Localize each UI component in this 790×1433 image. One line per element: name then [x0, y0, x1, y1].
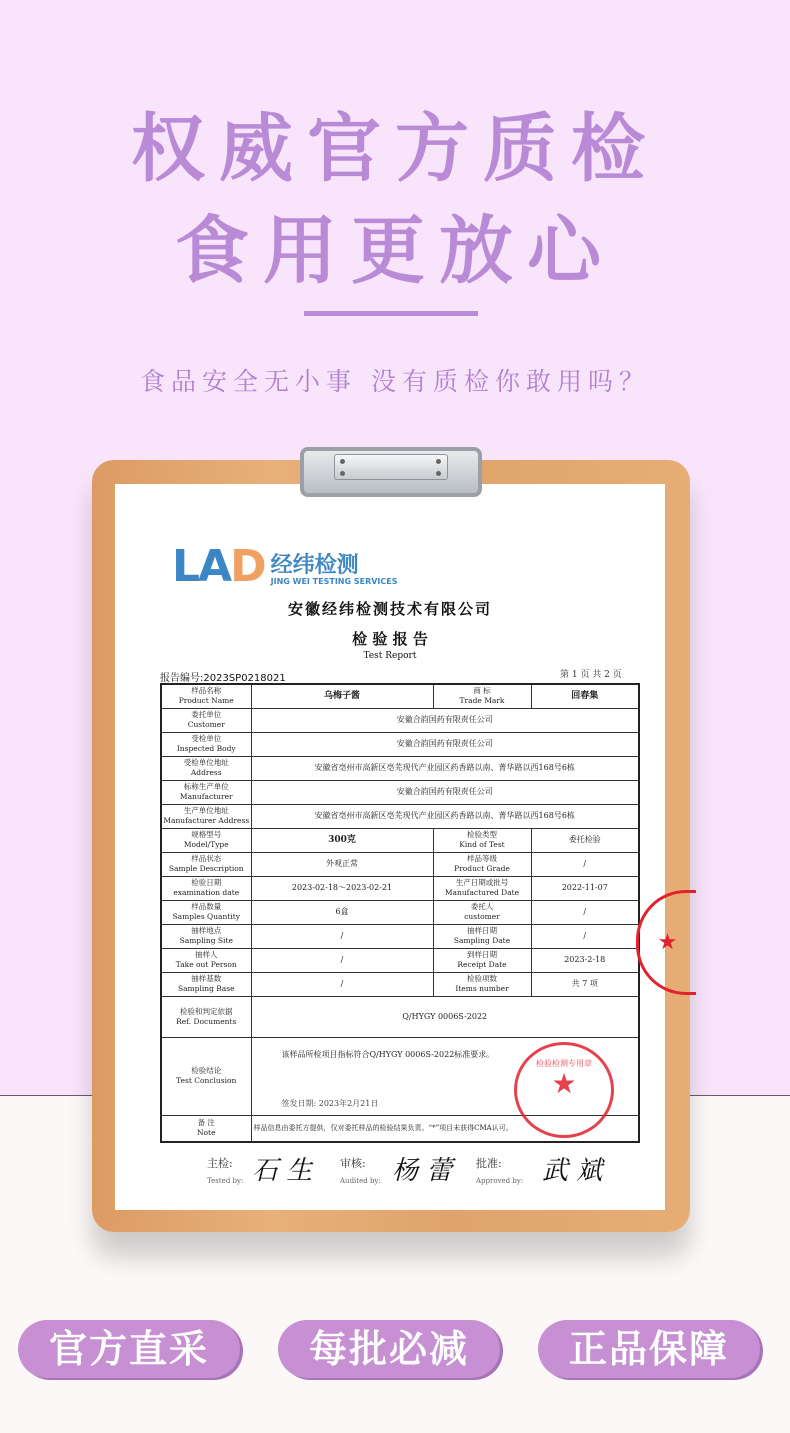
audited-by-signature: 杨 蕾 [392, 1156, 453, 1186]
table-cell: 共 7 项 [531, 972, 639, 996]
cell-text: 受检单位 [191, 734, 222, 743]
cell-text: Product Grade [454, 864, 510, 873]
cell-text: Manufacturer Address [163, 816, 250, 825]
table-cell [433, 948, 531, 972]
table-row [161, 780, 639, 804]
cell-text: Samples Quantity [172, 912, 241, 921]
cell-text: Customer [187, 720, 225, 729]
cell-text: 检验和判定依据 [180, 1006, 233, 1016]
table-cell: 安徽省亳州市高新区亳芜现代产业园区药香路以南、菁华路以西168号6栋 [251, 804, 639, 828]
official-stamp [514, 1042, 614, 1138]
table-cell: 安徽合韵国药有限责任公司 [251, 732, 639, 756]
table-cell [161, 876, 251, 900]
company-name: 安徽经纬检测技术有限公司 [287, 600, 492, 618]
cell-text: 检验日期 [191, 878, 222, 887]
cell-text: Take out Person [175, 960, 237, 969]
table-cell [161, 996, 251, 1037]
cell-text: 检验结论 [191, 1066, 222, 1075]
sign-date: 签发日期: 2023年2月21日 [281, 1098, 379, 1108]
audited-by: 审核: Audited by: [340, 1157, 381, 1185]
cell-text: Product Name [178, 696, 234, 706]
star-icon: ★ [551, 1066, 577, 1100]
table-cell [161, 804, 251, 828]
table-cell: 回春集 [531, 684, 639, 708]
table-cell [433, 828, 531, 852]
badge-official-direct: 官方直采 [18, 1320, 240, 1378]
cell-text: Sample Description [168, 864, 244, 873]
table-cell: / [531, 900, 639, 924]
cell-text: customer [464, 912, 500, 921]
cell-text: Test Conclusion [176, 1076, 237, 1085]
table-cell [161, 708, 251, 732]
headline-line1: 权威官方质检 [131, 106, 659, 192]
cell-text: 样品数量 [191, 902, 222, 911]
approved-by-signature: 武 斌 [542, 1156, 603, 1186]
table-row [161, 1037, 639, 1115]
cell-text: 备 注 [197, 1118, 215, 1128]
table-cell [161, 828, 251, 852]
table-cell [433, 924, 531, 948]
cell-text: 生产单位地址 [183, 806, 229, 815]
table-row [161, 948, 639, 972]
table-cell [161, 684, 251, 708]
table-row [161, 876, 639, 900]
logo-en: JING WEI TESTING SERVICES [270, 577, 398, 586]
cell-text: Model/Type [183, 840, 229, 849]
table-cell: 样品信息由委托方提供，仅对委托样品的检验结果负责。“*”项目未获得CMA认可。 [251, 1115, 639, 1142]
cell-text: Ref. Documents [176, 1016, 237, 1026]
table-row [161, 924, 639, 948]
table-cell [161, 780, 251, 804]
cell-text: 商 标 [473, 686, 491, 696]
cell-text: Items number [455, 984, 509, 993]
report-title-en: Test Report [363, 651, 417, 661]
table-cell: 2022-11-07 [531, 876, 639, 900]
cell-text: 抽样人 [195, 950, 218, 959]
table-cell: 外观正常 [251, 852, 433, 876]
page-number: 第 1 页 共 2 页 [560, 670, 622, 680]
table-cell: Q/HYGY 0006S-2022 [251, 996, 639, 1037]
cell-text: Manufacturer [179, 792, 233, 801]
cell-text: Sampling Site [179, 936, 233, 945]
cell-text: Kind of Test [459, 840, 505, 849]
table-cell [433, 876, 531, 900]
table-row [161, 804, 639, 828]
table-cell [161, 852, 251, 876]
table-cell: 安徽合韵国药有限责任公司 [251, 708, 639, 732]
cell-text: 抽样地点 [191, 926, 222, 935]
table-cell [433, 852, 531, 876]
table-cell: 安徽省亳州市高新区亳芜现代产业园区药香路以南、菁华路以西168号6栋 [251, 756, 639, 780]
cell-text: 受检单位地址 [183, 758, 229, 767]
stamp-text: 检验检测专用章 [536, 1058, 592, 1068]
table-row [161, 732, 639, 756]
cell-text: Sampling Date [453, 936, 511, 945]
table-cell: 2023-2-18 [531, 948, 639, 972]
badge-every-batch: 每批必减 [278, 1320, 500, 1378]
lab-logo [172, 541, 398, 592]
cell-text: Manufactured Date [444, 888, 520, 897]
cell-text: 规格型号 [191, 830, 222, 839]
cell-text: 样品状态 [191, 854, 222, 863]
logo-mark: LAD [172, 541, 265, 592]
subtitle: 食品安全无小事 没有质检你敢用吗？ [140, 367, 650, 396]
table-cell [433, 684, 531, 708]
report-title: 检 验 报 告 [352, 630, 428, 648]
tested-by-signature: 石 生 [252, 1156, 313, 1186]
conclusion-cell [251, 1037, 639, 1115]
table-cell [433, 900, 531, 924]
cell-text: 到样日期 [467, 950, 497, 959]
cell-text: Sampling Base [177, 984, 235, 993]
cell-text: Trade Mark [459, 696, 505, 706]
table-cell: 2023-02-18～2023-02-21 [251, 876, 433, 900]
table-row [161, 852, 639, 876]
table-row [161, 756, 639, 780]
table-cell [161, 1115, 251, 1142]
cell-text: Receipt Date [457, 960, 507, 969]
cell-text: 抽样日期 [467, 926, 497, 935]
table-cell: 300克 [251, 828, 433, 852]
cell-text: 检验类型 [467, 830, 497, 839]
table-row [161, 708, 639, 732]
table-cell: 乌梅子酱 [251, 684, 433, 708]
table-row [161, 900, 639, 924]
table-row [161, 972, 639, 996]
divider [304, 311, 478, 316]
cell-text: 委托人 [470, 902, 494, 911]
table-cell [161, 972, 251, 996]
table-row [161, 996, 639, 1037]
cell-text: 样品等级 [467, 854, 497, 863]
table-cell [161, 900, 251, 924]
cell-text: 检验项数 [467, 974, 497, 983]
report-table [160, 683, 640, 1143]
table-cell: / [251, 972, 433, 996]
tested-by: 主检: Tested by: [207, 1157, 244, 1185]
cell-text: 样品名称 [191, 686, 222, 696]
table-cell [161, 1037, 251, 1115]
table-cell: 委托检验 [531, 828, 639, 852]
cell-text: 标称生产单位 [183, 782, 229, 791]
cell-text: Note [196, 1128, 216, 1138]
table-cell: 6盒 [251, 900, 433, 924]
table-cell [161, 756, 251, 780]
cell-text: 抽样基数 [191, 974, 222, 983]
cell-text: 生产日期或批号 [455, 878, 509, 887]
cell-text: Inspected Body [176, 744, 236, 753]
cell-text: Address [190, 768, 222, 777]
table-cell: / [251, 948, 433, 972]
headline-line2: 食用更放心 [175, 208, 615, 294]
table-cell: 安徽合韵国药有限责任公司 [251, 780, 639, 804]
conclusion-text: 该样品所检项目指标符合Q/HYGY 0006S-2022标准要求。 [281, 1049, 495, 1059]
cell-text: examination date [173, 888, 240, 897]
table-row [161, 828, 639, 852]
table-cell: / [531, 852, 639, 876]
table-cell [161, 948, 251, 972]
cell-text: 委托单位 [191, 710, 222, 719]
table-cell: / [531, 924, 639, 948]
logo-cn: 经纬检测 [270, 553, 359, 578]
table-cell [161, 924, 251, 948]
badge-genuine: 正品保障 [538, 1320, 760, 1378]
clip-icon [300, 447, 482, 497]
table-row [161, 684, 639, 708]
table-cell: / [251, 924, 433, 948]
table-cell [433, 972, 531, 996]
table-cell [161, 732, 251, 756]
approved-by: 批准: Approved by: [476, 1157, 524, 1185]
seam-stamp: ★ [636, 890, 696, 995]
report-number: 报告编号:2023SP0218021 [160, 673, 286, 684]
